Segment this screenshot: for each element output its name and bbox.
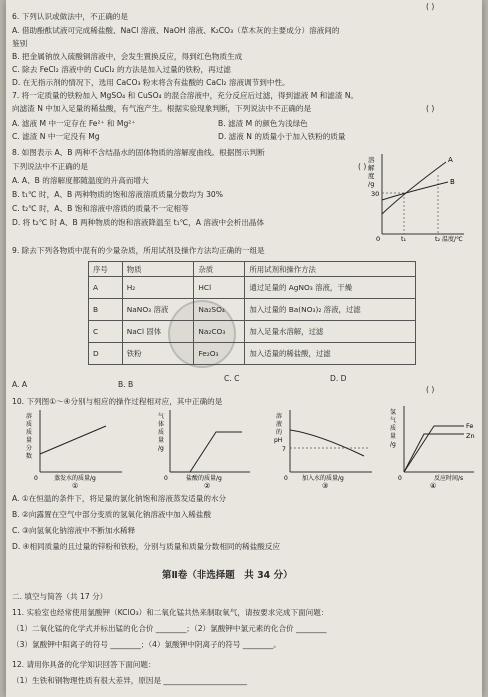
q7-option-a: A. 滤液 M 中一定存在 Fe²⁺ 和 Mg²⁺ (12, 119, 136, 128)
table-row (89, 277, 416, 299)
header-impurity: 杂质 (194, 262, 245, 277)
curve-a-label: A (448, 156, 453, 164)
ylabel-3: 度 (368, 172, 375, 180)
table-cell: Fe₂O₃ (194, 343, 245, 365)
table-cell: NaNO₃ 溶液 (122, 299, 194, 321)
table-cell: B (89, 299, 123, 321)
ylabel-2: 解 (368, 164, 375, 172)
svg-text:①: ① (72, 482, 79, 488)
graph-4-fe (404, 426, 464, 472)
table-cell: HCl (194, 277, 245, 299)
origin: 0 (376, 235, 381, 242)
q10-option-d: D. ④相同质量的且过量的锌粉和铁粉，分别与质量和质量分数相同的稀盐酸反应 (12, 542, 281, 551)
q9-option-c: C. C (224, 374, 240, 383)
q6-option-b: B. 把金属钠放入硫酸铜溶液中，会发生置换反应，得到红色物质生成 (12, 52, 243, 61)
q9-option-a: A. A (12, 380, 28, 389)
svg-text:/g: /g (158, 445, 164, 452)
svg-text:氢: 氢 (390, 409, 397, 416)
svg-text:液: 液 (276, 421, 283, 428)
curve-a (382, 162, 446, 214)
q8-stem-cont: 下列说法中不正确的是 (12, 162, 88, 171)
table-cell: 加入足量水溶解，过滤 (245, 321, 416, 343)
svg-text:蒸发水的质量/g: 蒸发水的质量/g (54, 475, 96, 482)
q6-option-d: D. 在无指示剂的情况下，选用 CaCO₃ 粉末将含有盐酸的 CaCl₂ 溶液调节到中性。 (12, 78, 290, 87)
graph-3 (268, 406, 378, 488)
svg-text:Zn: Zn (466, 432, 475, 440)
svg-text:反应时间/s: 反应时间/s (434, 475, 464, 482)
header-method: 所用试剂和操作方法 (245, 262, 416, 277)
graph-4-zn (404, 434, 464, 472)
y30: 30 (371, 190, 380, 198)
svg-text:加入水的质量/g: 加入水的质量/g (302, 475, 344, 482)
svg-text:质: 质 (26, 421, 33, 428)
svg-text:0: 0 (284, 475, 288, 482)
table-cell: 铁粉 (122, 343, 194, 365)
q7-mark: ( ) (426, 104, 435, 113)
svg-text:③: ③ (322, 482, 329, 488)
svg-text:pH: pH (274, 437, 283, 444)
graph-2-line (170, 432, 242, 472)
svg-text:/g: /g (390, 441, 396, 448)
q9-option-d: D. D (330, 374, 347, 383)
exam-paper (6, 0, 482, 697)
t2: t₂ (435, 235, 441, 242)
svg-text:0: 0 (398, 475, 402, 482)
q11-stem: 11. 实验室也经常使用氯酸钾（KClO₃）和二氧化锰共热来制取氧气，请按要求完成下面问题： (12, 608, 329, 617)
table-header-row (89, 262, 416, 277)
q8-option-c: C. t₂℃ 时，A、B 饱和溶液中溶质的质量不一定相等 (12, 204, 189, 213)
table-cell: H₂ (122, 277, 194, 299)
svg-text:质: 质 (390, 425, 397, 432)
graph-1-line (40, 426, 106, 454)
svg-text:质: 质 (158, 429, 165, 436)
table-row (89, 343, 416, 365)
svg-text:气: 气 (390, 417, 397, 424)
q12-stem: 12. 请用你具备的化学知识回答下面问题： (12, 660, 156, 669)
q10-option-a: A. ①在恒温的条件下，将足量的氯化钠饱和溶液蒸发适量的水分 (12, 494, 227, 503)
part2-title: 二. 填空与简答（共 17 分） (12, 592, 108, 601)
graph-3-line (290, 430, 364, 456)
q9-table (88, 261, 416, 365)
table-cell: Na₂CO₃ (194, 321, 245, 343)
graph-1 (18, 406, 128, 488)
svg-text:气: 气 (158, 413, 165, 420)
svg-text:7: 7 (282, 446, 286, 453)
svg-text:量: 量 (26, 437, 33, 444)
svg-text:0: 0 (164, 475, 168, 482)
table-cell: C (89, 321, 123, 343)
svg-text:数: 数 (26, 453, 33, 460)
svg-text:0: 0 (34, 475, 38, 482)
svg-text:量: 量 (390, 433, 397, 440)
q6-option-c: C. 除去 FeCl₂ 溶液中的 CuCl₂ 的方法是加入过量的铁粉，再过滤 (12, 65, 231, 74)
graph-4 (384, 400, 480, 488)
svg-text:溶: 溶 (276, 413, 283, 420)
q8-mark: ( ) (358, 162, 367, 171)
header-substance: 物质 (122, 262, 194, 277)
table-cell: A (89, 277, 123, 299)
curve-b-label: B (450, 178, 455, 186)
svg-text:④: ④ (430, 482, 437, 488)
q9-stem: 9. 除去下列各物质中混有的少量杂质，所用试剂及操作方法均正确的一组是 (12, 246, 265, 255)
t1: t₁ (401, 235, 407, 242)
q8-stem: 8. 如图表示 A、B 两种不含结晶水的固体物质的溶解度曲线。根据图示判断 (12, 148, 265, 157)
svg-text:的: 的 (276, 429, 283, 436)
q8-option-a: A. A、B 的溶解度都随温度的升高而增大 (12, 176, 149, 185)
table-row (89, 299, 416, 321)
table-cell: Na₂SO₄ (194, 299, 245, 321)
solubility-graph (368, 150, 476, 242)
svg-text:溶: 溶 (26, 413, 33, 420)
table-cell: D (89, 343, 123, 365)
svg-text:②: ② (204, 482, 211, 488)
q11-line-2: （3）氯酸钾中阳离子的符号 ________；（4）氯酸钾中阴离子的符号 ________。 (12, 640, 281, 649)
svg-text:分: 分 (26, 445, 33, 452)
q10-option-b: B. ②向露置在空气中部分变质的氢氧化钠溶液中加入稀盐酸 (12, 510, 212, 519)
q10-option-c: C. ③向氢氧化钠溶液中不断加水稀释 (12, 526, 136, 535)
q8-option-b: B. t₁℃ 时，A、B 两种物质的饱和溶液溶质质量分数均为 30% (12, 190, 223, 199)
table-cell: NaCl 固体 (122, 321, 194, 343)
table-cell: 通过足量的 AgNO₃ 溶液，干燥 (245, 277, 416, 299)
q6-option-a-cont: 鉴别 (12, 39, 28, 48)
svg-text:Fe: Fe (466, 422, 474, 430)
q10-stem: 10. 下列图①～④分别与相应的操作过程相对应，其中正确的是 (12, 397, 223, 406)
q9-option-b: B. B (118, 380, 134, 389)
corner-mark: ( ) (426, 2, 435, 11)
q6-option-a: A. 借助酚酞试液可完成稀盐酸、NaCl 溶液、NaOH 溶液、K₂CO₃（草木灰的主要成分）溶液间的 (12, 26, 340, 35)
graph-2 (146, 406, 256, 488)
q7-stem-cont: 向滤渣 N 中加入足量的稀盐酸，有气泡产生。根据实验现象判断，下列说法中不正确的是 (12, 104, 312, 113)
table-cell: 加入过量的 Ba(NO₃)₂ 溶液，过滤 (245, 299, 416, 321)
q7-option-d: D. 滤液 N 的质量小于加入铁粉的质量 (218, 132, 346, 141)
q7-option-b: B. 滤渣 M 的颜色为浅绿色 (218, 119, 308, 128)
svg-text:体: 体 (158, 421, 165, 428)
q6-stem: 6. 下列认识或做法中，不正确的是 (12, 12, 128, 21)
q8-option-d: D. 将 t₂℃ 时 A、B 两种物质的饱和溶液降温至 t₁℃，A 溶液中会析出晶体 (12, 218, 265, 227)
svg-text:量: 量 (158, 437, 165, 444)
q7-option-c: C. 滤渣 N 中一定没有 Mg (12, 132, 100, 141)
svg-text:盐酸的质量/g: 盐酸的质量/g (186, 475, 222, 482)
header-no: 序号 (89, 262, 123, 277)
q12-line-1: （1）生铁和钢物理性质有很大差异，原因是 ______________________ (12, 676, 248, 685)
ylabel-1: 溶 (368, 156, 375, 164)
q7-stem: 7. 将一定质量的铁粉加入 MgSO₄ 和 CuSO₄ 的混合溶液中，充分反应后过滤，得到滤液 M 和滤渣 N。 (12, 91, 359, 100)
table-row (89, 321, 416, 343)
ylabel-4: /g (368, 180, 375, 188)
xlabel: 温度/℃ (442, 236, 463, 242)
svg-text:质: 质 (26, 429, 33, 436)
q10-mark: ( ) (426, 385, 435, 394)
table-cell: 加入适量的稀盐酸，过滤 (245, 343, 416, 365)
section-title: 第Ⅱ卷（非选择题 共 34 分） (162, 570, 293, 581)
q11-line-1: （1）二氧化锰的化学式并标出锰的化合价 ________；（2）氯酸钾中氯元素的化合价 ________ (12, 624, 327, 633)
